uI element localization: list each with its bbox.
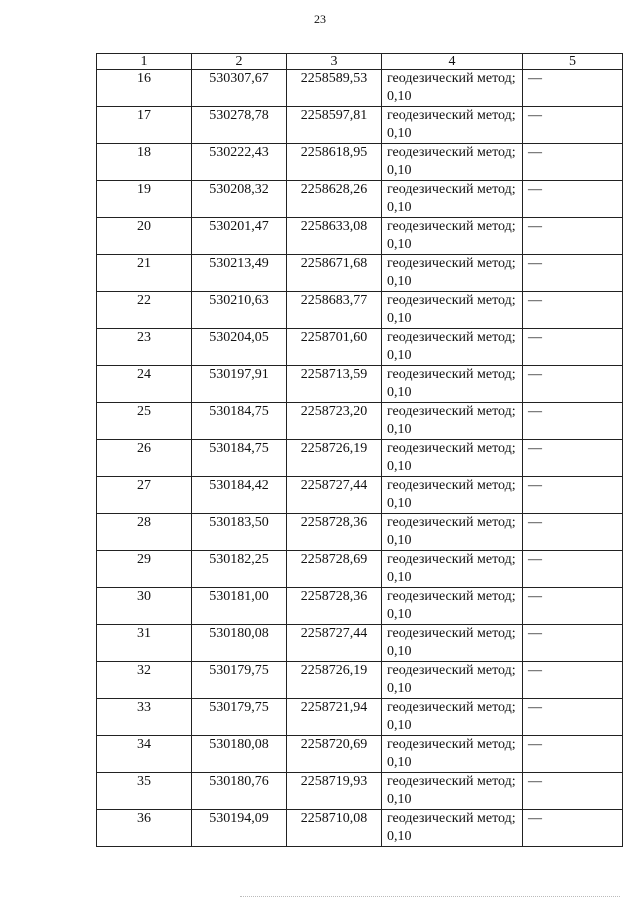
x-coordinate-cell: 530183,50 — [192, 514, 287, 551]
table-row — [97, 699, 623, 736]
note-cell: — — [523, 736, 623, 773]
method-cell: геодезический метод; 0,10 — [382, 625, 523, 662]
method-cell: геодезический метод; 0,10 — [382, 588, 523, 625]
point-number-cell: 27 — [97, 477, 192, 514]
x-coordinate-cell: 530184,75 — [192, 440, 287, 477]
column-header-4: 4 — [382, 54, 523, 70]
x-coordinate-cell: 530278,78 — [192, 107, 287, 144]
table-row — [97, 218, 623, 255]
point-number-cell: 17 — [97, 107, 192, 144]
note-cell: — — [523, 625, 623, 662]
table-header — [97, 54, 623, 70]
table-row — [97, 662, 623, 699]
column-header-2: 2 — [192, 54, 287, 70]
method-cell: геодезический метод; 0,10 — [382, 255, 523, 292]
x-coordinate-cell: 530210,63 — [192, 292, 287, 329]
method-cell: геодезический метод; 0,10 — [382, 440, 523, 477]
y-coordinate-cell: 2258719,93 — [287, 773, 382, 810]
x-coordinate-cell: 530201,47 — [192, 218, 287, 255]
table-body — [97, 70, 623, 847]
point-number-cell: 30 — [97, 588, 192, 625]
table-row — [97, 107, 623, 144]
x-coordinate-cell: 530204,05 — [192, 329, 287, 366]
x-coordinate-cell: 530180,08 — [192, 625, 287, 662]
method-cell: геодезический метод; 0,10 — [382, 477, 523, 514]
table-row — [97, 551, 623, 588]
point-number-cell: 28 — [97, 514, 192, 551]
table-row — [97, 144, 623, 181]
y-coordinate-cell: 2258720,69 — [287, 736, 382, 773]
note-cell: — — [523, 810, 623, 847]
note-cell: — — [523, 477, 623, 514]
y-coordinate-cell: 2258727,44 — [287, 625, 382, 662]
y-coordinate-cell: 2258713,59 — [287, 366, 382, 403]
point-number-cell: 29 — [97, 551, 192, 588]
table-row — [97, 514, 623, 551]
y-coordinate-cell: 2258628,26 — [287, 181, 382, 218]
table-row — [97, 292, 623, 329]
point-number-cell: 22 — [97, 292, 192, 329]
note-cell: — — [523, 107, 623, 144]
method-cell: геодезический метод; 0,10 — [382, 70, 523, 107]
y-coordinate-cell: 2258726,19 — [287, 662, 382, 699]
y-coordinate-cell: 2258721,94 — [287, 699, 382, 736]
point-number-cell: 35 — [97, 773, 192, 810]
y-coordinate-cell: 2258726,19 — [287, 440, 382, 477]
table-row — [97, 773, 623, 810]
point-number-cell: 20 — [97, 218, 192, 255]
method-cell: геодезический метод; 0,10 — [382, 662, 523, 699]
note-cell: — — [523, 292, 623, 329]
point-number-cell: 24 — [97, 366, 192, 403]
table-row — [97, 366, 623, 403]
point-number-cell: 18 — [97, 144, 192, 181]
note-cell: — — [523, 773, 623, 810]
y-coordinate-cell: 2258618,95 — [287, 144, 382, 181]
y-coordinate-cell: 2258710,08 — [287, 810, 382, 847]
point-number-cell: 19 — [97, 181, 192, 218]
x-coordinate-cell: 530181,00 — [192, 588, 287, 625]
x-coordinate-cell: 530179,75 — [192, 699, 287, 736]
table-row — [97, 440, 623, 477]
table-row — [97, 810, 623, 847]
point-number-cell: 26 — [97, 440, 192, 477]
note-cell: — — [523, 403, 623, 440]
note-cell: — — [523, 366, 623, 403]
method-cell: геодезический метод; 0,10 — [382, 736, 523, 773]
y-coordinate-cell: 2258701,60 — [287, 329, 382, 366]
table-row — [97, 403, 623, 440]
x-coordinate-cell: 530179,75 — [192, 662, 287, 699]
point-number-cell: 34 — [97, 736, 192, 773]
note-cell: — — [523, 440, 623, 477]
note-cell: — — [523, 218, 623, 255]
x-coordinate-cell: 530222,43 — [192, 144, 287, 181]
point-number-cell: 21 — [97, 255, 192, 292]
method-cell: геодезический метод; 0,10 — [382, 329, 523, 366]
note-cell: — — [523, 70, 623, 107]
table-row — [97, 625, 623, 662]
table-row — [97, 477, 623, 514]
note-cell: — — [523, 588, 623, 625]
note-cell: — — [523, 699, 623, 736]
x-coordinate-cell: 530208,32 — [192, 181, 287, 218]
y-coordinate-cell: 2258683,77 — [287, 292, 382, 329]
y-coordinate-cell: 2258589,53 — [287, 70, 382, 107]
table-row — [97, 255, 623, 292]
coordinates-table — [96, 53, 623, 847]
y-coordinate-cell: 2258727,44 — [287, 477, 382, 514]
x-coordinate-cell: 530182,25 — [192, 551, 287, 588]
header-row — [97, 54, 623, 70]
method-cell: геодезический метод; 0,10 — [382, 810, 523, 847]
table-row — [97, 70, 623, 107]
y-coordinate-cell: 2258723,20 — [287, 403, 382, 440]
method-cell: геодезический метод; 0,10 — [382, 218, 523, 255]
note-cell: — — [523, 181, 623, 218]
note-cell: — — [523, 551, 623, 588]
x-coordinate-cell: 530194,09 — [192, 810, 287, 847]
point-number-cell: 16 — [97, 70, 192, 107]
method-cell: геодезический метод; 0,10 — [382, 514, 523, 551]
point-number-cell: 31 — [97, 625, 192, 662]
page-number: 23 — [314, 12, 326, 26]
x-coordinate-cell: 530213,49 — [192, 255, 287, 292]
table-row — [97, 329, 623, 366]
column-header-5: 5 — [523, 54, 623, 70]
table-row — [97, 736, 623, 773]
method-cell: геодезический метод; 0,10 — [382, 181, 523, 218]
table-row — [97, 588, 623, 625]
x-coordinate-cell: 530180,08 — [192, 736, 287, 773]
y-coordinate-cell: 2258728,69 — [287, 551, 382, 588]
y-coordinate-cell: 2258597,81 — [287, 107, 382, 144]
table-row — [97, 181, 623, 218]
method-cell: геодезический метод; 0,10 — [382, 292, 523, 329]
note-cell: — — [523, 514, 623, 551]
y-coordinate-cell: 2258728,36 — [287, 514, 382, 551]
method-cell: геодезический метод; 0,10 — [382, 107, 523, 144]
point-number-cell: 25 — [97, 403, 192, 440]
column-header-3: 3 — [287, 54, 382, 70]
scan-artifact — [240, 896, 620, 901]
x-coordinate-cell: 530184,75 — [192, 403, 287, 440]
point-number-cell: 32 — [97, 662, 192, 699]
point-number-cell: 23 — [97, 329, 192, 366]
y-coordinate-cell: 2258633,08 — [287, 218, 382, 255]
method-cell: геодезический метод; 0,10 — [382, 144, 523, 181]
column-header-1: 1 — [97, 54, 192, 70]
note-cell: — — [523, 144, 623, 181]
x-coordinate-cell: 530197,91 — [192, 366, 287, 403]
y-coordinate-cell: 2258728,36 — [287, 588, 382, 625]
method-cell: геодезический метод; 0,10 — [382, 366, 523, 403]
point-number-cell: 36 — [97, 810, 192, 847]
note-cell: — — [523, 255, 623, 292]
note-cell: — — [523, 662, 623, 699]
x-coordinate-cell: 530184,42 — [192, 477, 287, 514]
y-coordinate-cell: 2258671,68 — [287, 255, 382, 292]
method-cell: геодезический метод; 0,10 — [382, 773, 523, 810]
note-cell: — — [523, 329, 623, 366]
method-cell: геодезический метод; 0,10 — [382, 403, 523, 440]
x-coordinate-cell: 530307,67 — [192, 70, 287, 107]
x-coordinate-cell: 530180,76 — [192, 773, 287, 810]
method-cell: геодезический метод; 0,10 — [382, 699, 523, 736]
method-cell: геодезический метод; 0,10 — [382, 551, 523, 588]
point-number-cell: 33 — [97, 699, 192, 736]
